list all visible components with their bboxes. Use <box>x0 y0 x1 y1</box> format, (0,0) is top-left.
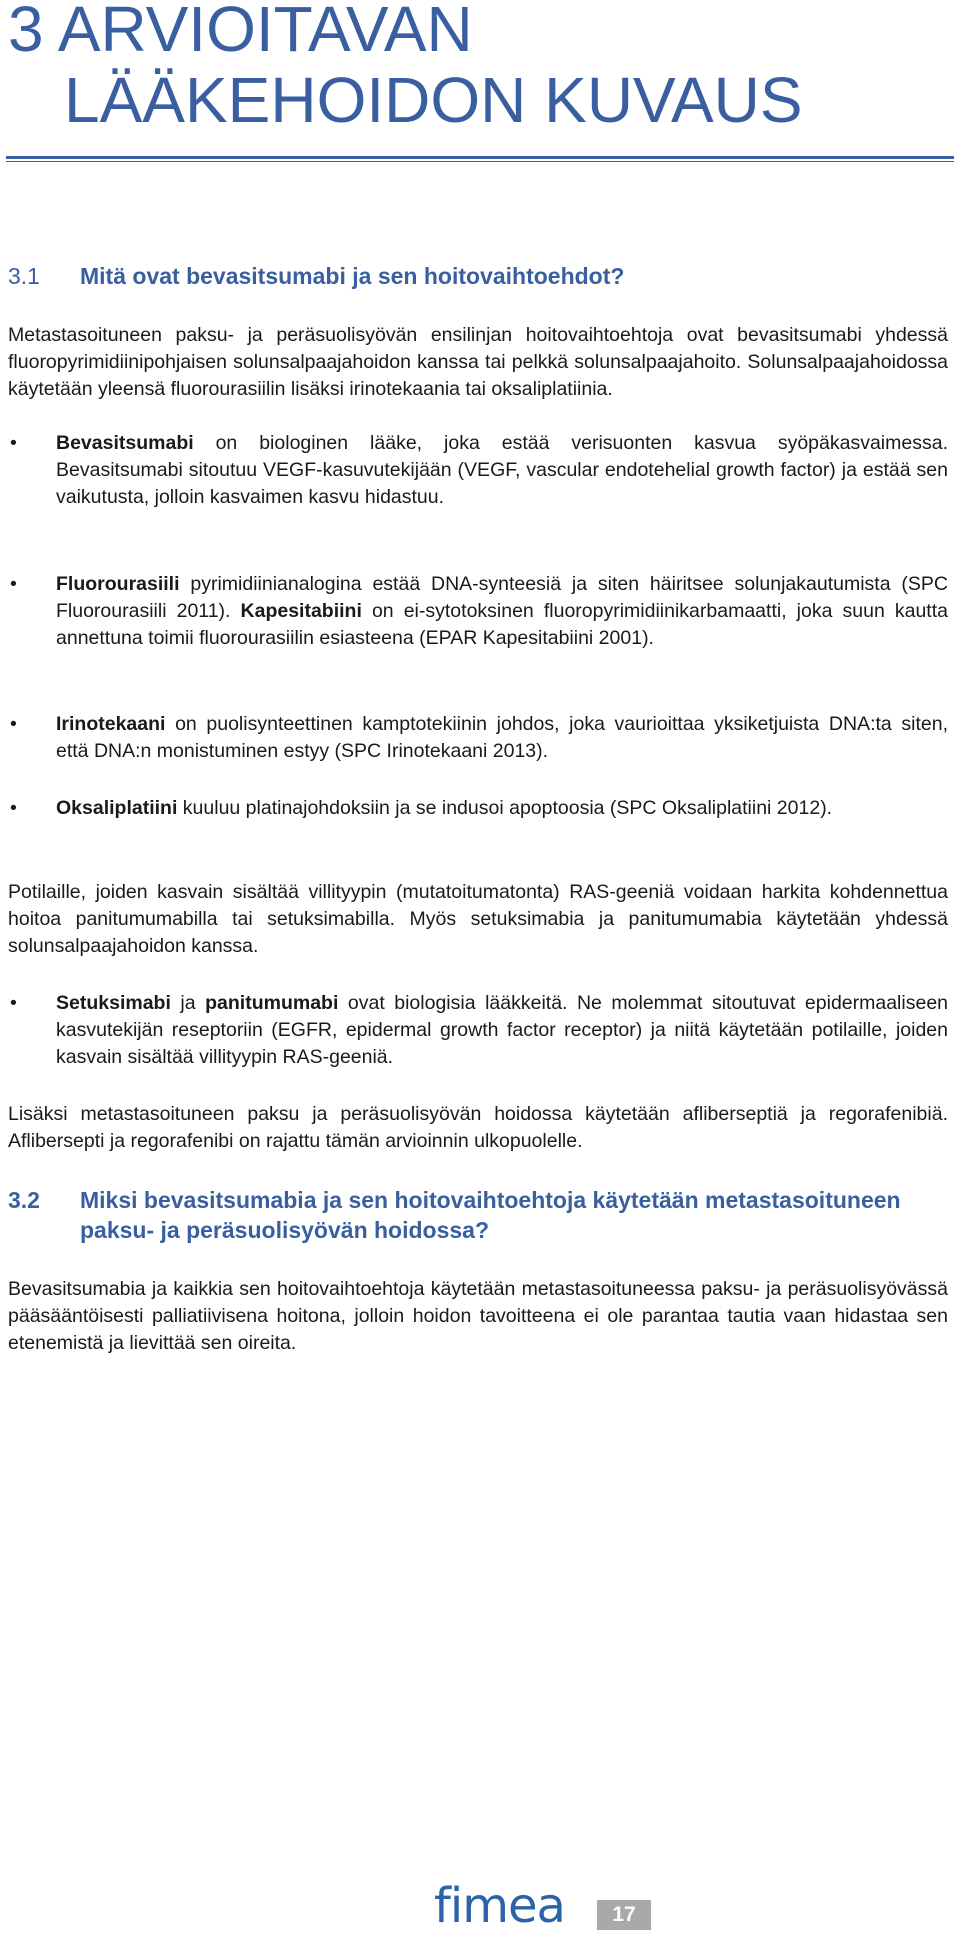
drug-description: pyrimidiinianalogina estää DNA-synteesiä ja siten häiritsee solunjakautumista (SPC Fluorourasiili 2011). <box>56 573 948 622</box>
bullet-fluorourasiili <box>8 571 948 652</box>
drug-description: on biologinen lääke, joka estää verisuonten kasvua syöpäkasvaimessa. Bevasitsumabi sitoutuu VEGF-kasuvutekijään (VEGF, vascular endotehelial growth factor) ja estää sen vaikutusta, jolloin kasvaimen kasvu hidastuu. <box>56 432 948 508</box>
drug-term: Setuksimabi <box>56 992 171 1014</box>
bullet-egfr-antibodies <box>8 990 948 1071</box>
chapter-title-line1: 3 ARVIOITAVAN <box>8 0 473 65</box>
bullet-icon: • <box>10 797 17 819</box>
drug-description: on puolisynteettinen kamptotekiinin johdos, joka vaurioittaa yksiketjuista DNA:ta siten, että DNA:n monistuminen estyy (SPC Irinotekaani 2013). <box>56 713 948 762</box>
bullet-icon: • <box>10 432 17 454</box>
bullet-icon: • <box>10 573 17 595</box>
bullet-text <box>56 990 948 1071</box>
drug-term: Oksaliplatiini <box>56 797 178 819</box>
intro-paragraph: Metastasoituneen paksu- ja peräsuolisyövän ensilinjan hoitovaihtoehtoja ovat bevasitsumabi yhdessä fluoropyrimidiinipohjaisen solunsalpaajahoidon kanssa tai pelkkä solunsalpaajahoito. Solunsalpaajahoidossa käytetään yleensä fluorourasiilin lisäksi irinotekaania tai oksaliplatiinia. <box>8 324 948 400</box>
bullet-bevasitsumabi <box>8 430 948 511</box>
drug-term-2: Kapesitabiini <box>240 600 362 622</box>
other-treatments-paragraph: Lisäksi metastasoituneen paksu ja peräsuolisyövän hoidossa käytetään afliberseptiä ja regorafenibiä. Aflibersepti ja regorafenibi on rajattu tämän arvioinnin ulkopuolelle. <box>8 1103 948 1152</box>
page-number-badge: 17 <box>597 1900 651 1930</box>
chapter-title-line2: LÄÄKEHOIDON KUVAUS <box>64 64 803 136</box>
drug-term: Bevasitsumabi <box>56 432 194 454</box>
bullet-oksaliplatiini <box>8 795 948 822</box>
drug-term: Fluorourasiili <box>56 573 180 595</box>
bullet-text <box>56 711 948 765</box>
drug-term-2: panitumumabi <box>205 992 339 1014</box>
section-title: Mitä ovat bevasitsumabi ja sen hoitovaihtoehdot? <box>80 263 625 289</box>
section-title: Miksi bevasitsumabia ja sen hoitovaihtoehtoja käytetään metastasoituneen paksu- ja peräsuolisyövän hoidossa? <box>80 1187 901 1243</box>
bullet-irinotekaani <box>8 711 948 765</box>
chapter-title <box>8 0 803 136</box>
title-divider <box>6 156 954 162</box>
drug-description: kuuluu platinajohdoksiin ja se indusoi apoptoosia (SPC Oksaliplatiini 2012). <box>177 797 833 819</box>
section-number: 3.2 <box>8 1187 40 1213</box>
drug-description: ovat biologisia lääkkeitä. Ne molemmat sitoutuvat epidermaaliseen kasvutekijän reseptoriin (EGFR, epidermal growth factor receptor) ja niitä käytetään potilaille, joiden kasvain sisältää villityypin RAS-geeniä. <box>56 992 949 1068</box>
bullet-icon: • <box>10 992 17 1014</box>
section-3-2-heading <box>8 1185 948 1245</box>
palliative-paragraph: Bevasitsumabia ja kaikkia sen hoitovaihtoehtoja käytetään metastasoituneessa paksu- ja peräsuolisyövässä pääsääntöisesti palliatiivisena hoitona, jolloin hoidon tavoitteena ei ole parantaa tautia vaan hidastaa sen etenemistä ja lievittää sen oireita. <box>8 1278 948 1354</box>
connector-text: ja <box>170 992 206 1014</box>
drug-term: Irinotekaani <box>56 713 166 735</box>
ras-paragraph: Potilaille, joiden kasvain sisältää villityypin (mutatoitumatonta) RAS-geeniä voidaan harkita kohdennettua hoitoa panitumumabilla tai setuksimabilla. Myös setuksimabia ja panitumumabia käytetään yhdessä solunsalpaajahoidon kanssa. <box>8 881 948 957</box>
bullet-text <box>56 430 948 511</box>
drug-description-2: on ei-sytotoksinen fluoropyrimidiinikarbamaatti, joka suun kautta annettuna toimii fluorourasiilin esiasteena (EPAR Kapesitabiini 2001). <box>56 600 948 649</box>
section-number: 3.1 <box>8 263 40 289</box>
bullet-text <box>56 571 948 652</box>
section-3-1-heading <box>8 261 948 291</box>
fimea-logo: fimea <box>434 1878 565 1934</box>
bullet-icon: • <box>10 713 17 735</box>
bullet-text <box>56 795 948 822</box>
